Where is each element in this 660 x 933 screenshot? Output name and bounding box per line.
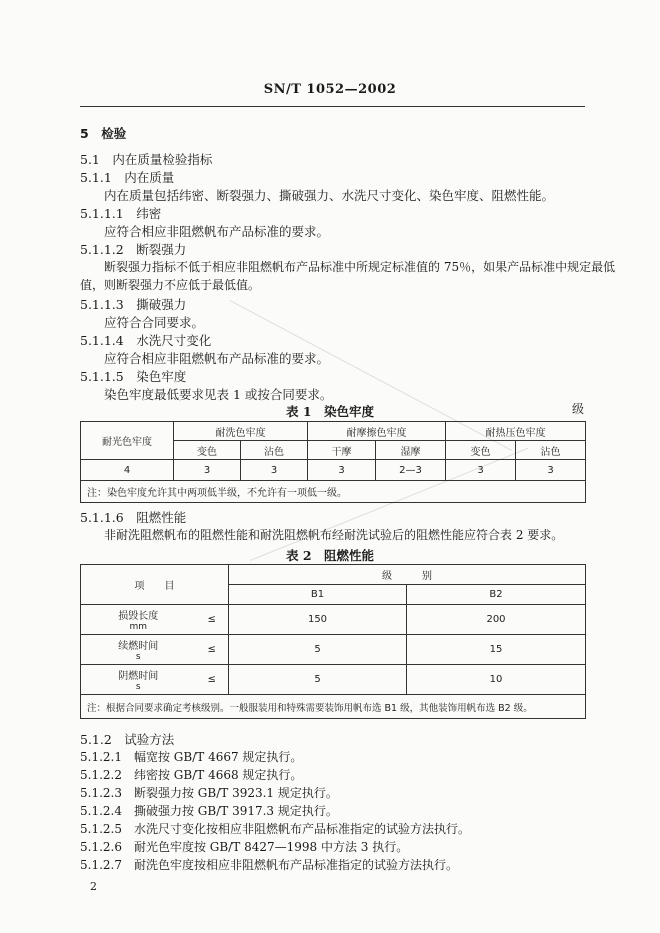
table-2-header-b2: B2 — [407, 585, 586, 605]
table-1-cell: 3 — [241, 460, 308, 481]
method-item: 5.1.2.6 耐光色牢度按 GB/T 8427—1998 中方法 3 执行。 — [80, 840, 409, 854]
section-5-1-1-4-title: 5.1.1.4 水洗尺寸变化 — [80, 333, 212, 348]
table-2-cell: 150 — [229, 605, 407, 635]
table-1-cell: 2—3 — [376, 460, 446, 481]
table-1-subheader: 变色 — [446, 441, 516, 460]
section-5-1-1-5-body: 染色牢度最低要求见表 1 或按合同要求。 — [104, 387, 333, 402]
table-1-header-rub: 耐摩擦色牢度 — [308, 422, 446, 441]
section-5-1-1-6-title: 5.1.1.6 阻燃性能 — [80, 510, 187, 525]
table-2-cell: 5 — [229, 635, 407, 665]
section-5-title: 5 检验 — [80, 126, 127, 141]
table-1-subheader: 沾色 — [241, 441, 308, 460]
table-1-cell: 3 — [516, 460, 586, 481]
page-number: 2 — [90, 880, 97, 893]
table-2-row-unit: s — [135, 682, 141, 692]
table-2-cell: 5 — [229, 665, 407, 695]
table-2-row-label — [81, 665, 196, 695]
section-5-1-1-2-body-line1: 断裂强力指标不低于相应非阻燃帆布产品标准中所规定标准值的 75％，如果产品标准中规定最低 — [104, 260, 616, 274]
method-item: 5.1.2.1 幅宽按 GB/T 4667 规定执行。 — [80, 750, 303, 764]
section-5-1-1-2-title: 5.1.1.2 断裂强力 — [80, 242, 187, 257]
table-1-subheader: 变色 — [174, 441, 241, 460]
table-1-header-light: 耐光色牢度 — [81, 422, 174, 460]
method-item: 5.1.2.4 撕破强力按 GB/T 3917.3 规定执行。 — [80, 804, 338, 818]
table-1-subheader: 干摩 — [308, 441, 376, 460]
method-item: 5.1.2.5 水洗尺寸变化按相应非阻燃帆布产品标准指定的试验方法执行。 — [80, 822, 470, 836]
table-2-row-name: 损毁长度 — [118, 611, 159, 622]
table-2-cell: 15 — [407, 635, 586, 665]
section-5-1-1-2-body-line2: 值，则断裂强力不应低于最低值。 — [80, 278, 261, 292]
table-2-header-b1: B1 — [229, 585, 407, 605]
section-5-1-1-5-title: 5.1.1.5 染色牢度 — [80, 369, 187, 384]
table-2-caption: 表 2 阻燃性能 — [285, 548, 375, 563]
table-2-row-operator: ≤ — [196, 635, 229, 665]
table-2-row-unit: mm — [129, 622, 148, 632]
table-2-flame-retardancy — [80, 564, 586, 719]
section-5-1-2-title: 5.1.2 试验方法 — [80, 732, 175, 747]
table-1-subheader: 沾色 — [516, 441, 586, 460]
method-item: 5.1.2.7 耐洗色牢度按相应非阻燃帆布产品标准指定的试验方法执行。 — [80, 858, 458, 872]
section-5-1-1-4-body: 应符合相应非阻燃帆布产品标准的要求。 — [104, 351, 330, 366]
table-2-note: 注：根据合同要求确定考核级别。一般服装用和特殊需要装饰用帆布选 B1 级，其他装饰用帆布选 B2 级。 — [81, 695, 586, 719]
table-2-row-operator: ≤ — [196, 605, 229, 635]
table-1-cell: 3 — [446, 460, 516, 481]
section-5-1-1-3-body: 应符合合同要求。 — [104, 315, 205, 330]
section-5-1-1-6-body: 非耐洗阻燃帆布的阻燃性能和耐洗阻燃帆布经耐洗试验后的阻燃性能应符合表 2 要求。 — [104, 528, 564, 542]
table-1-unit: 级 — [572, 402, 585, 416]
table-1-header-wash: 耐洗色牢度 — [174, 422, 308, 441]
table-1-color-fastness — [80, 421, 586, 503]
method-item: 5.1.2.3 断裂强力按 GB/T 3923.1 规定执行。 — [80, 786, 338, 800]
table-1-subheader: 湿摩 — [376, 441, 446, 460]
table-1-note: 注：染色牢度允许其中两项低半级，不允许有一项低一级。 — [81, 481, 586, 503]
standard-number: SN/T 1052—2002 — [263, 82, 397, 97]
header-rule — [80, 106, 585, 107]
table-2-row-label — [81, 635, 196, 665]
table-2-header-item: 项 目 — [81, 565, 229, 605]
table-1-cell: 4 — [81, 460, 174, 481]
section-5-1-1-1-title: 5.1.1.1 纬密 — [80, 206, 162, 221]
section-5-1-1-3-title: 5.1.1.3 撕破强力 — [80, 297, 187, 312]
section-5-1-1-1-body: 应符合相应非阻燃帆布产品标准的要求。 — [104, 224, 330, 239]
section-5-1-1-title: 5.1.1 内在质量 — [80, 170, 175, 185]
table-2-row-name: 续燃时间 — [118, 641, 159, 652]
table-2-header-level: 级 别 — [229, 565, 586, 585]
table-2-row-label — [81, 605, 196, 635]
table-1-header-heat: 耐热压色牢度 — [446, 422, 586, 441]
section-5-1-title: 5.1 内在质量检验指标 — [80, 152, 213, 167]
table-2-row-operator: ≤ — [196, 665, 229, 695]
table-2-cell: 200 — [407, 605, 586, 635]
table-2-row-unit: s — [135, 652, 141, 662]
table-1-cell: 3 — [174, 460, 241, 481]
table-2-row-name: 阴燃时间 — [118, 671, 159, 682]
method-item: 5.1.2.2 纬密按 GB/T 4668 规定执行。 — [80, 768, 303, 782]
table-1-caption: 表 1 染色牢度 — [285, 404, 375, 419]
section-5-1-1-body: 内在质量包括纬密、断裂强力、撕破强力、水洗尺寸变化、染色牢度、阻燃性能。 — [104, 188, 555, 203]
table-2-cell: 10 — [407, 665, 586, 695]
table-1-cell: 3 — [308, 460, 376, 481]
